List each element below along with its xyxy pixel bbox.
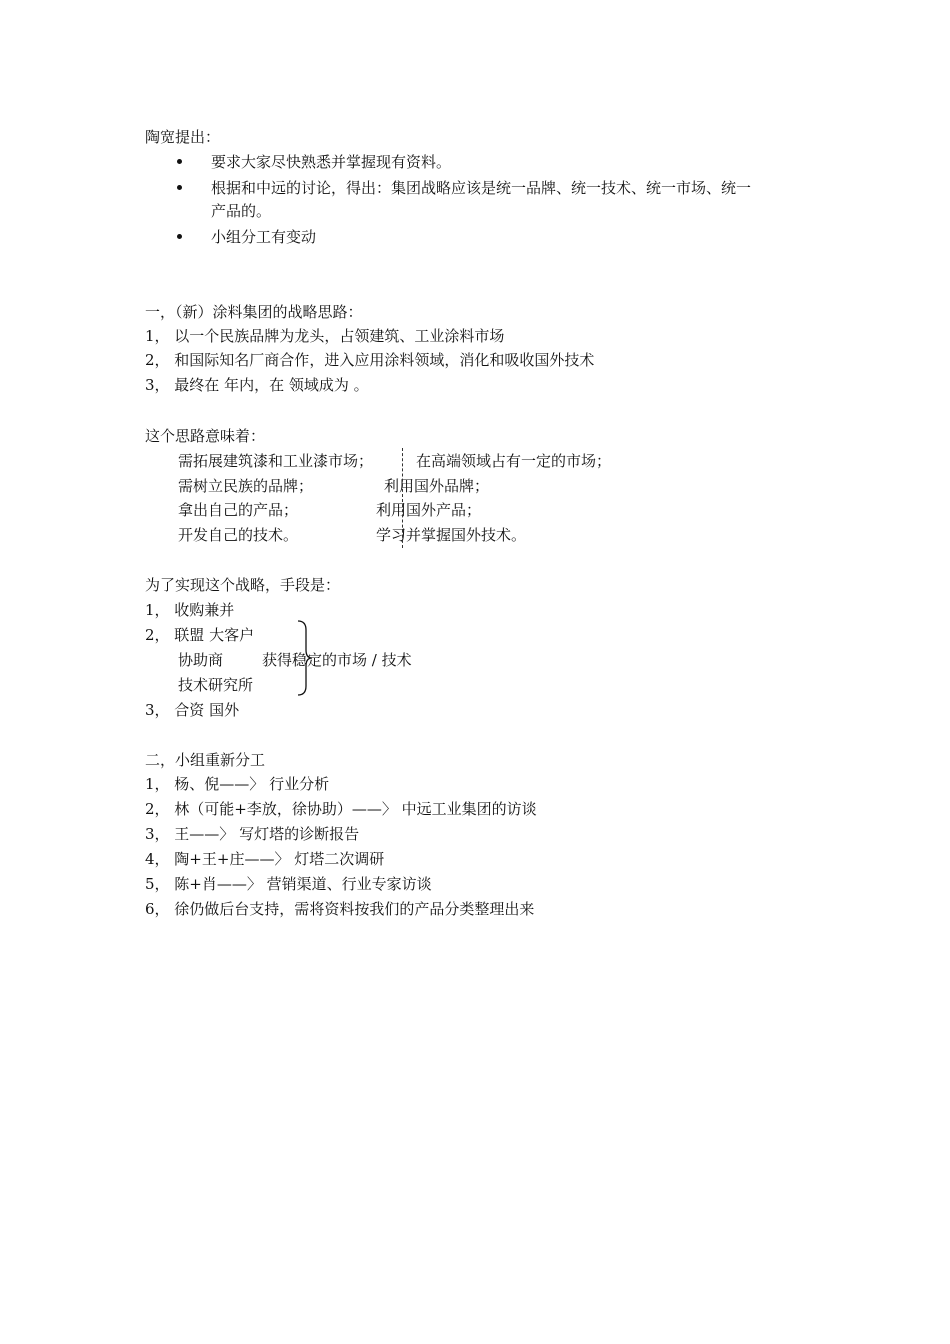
- intro-bullet-1: 要求大家尽快熟悉并掌握现有资料。: [211, 153, 452, 171]
- section2-item-3: 3， 王——〉 写灯塔的诊断报告: [145, 825, 360, 843]
- intro-bullet-2-cont: 产品的。: [211, 202, 272, 220]
- intro-bullet-2: 根据和中远的讨论，得出：集团战略应该是统一品牌、统一技术、统一市场、统一: [211, 179, 752, 197]
- meaning-right-4: 学习并掌握国外技术。: [376, 526, 527, 544]
- means-sub-result: 获得稳定的市场 / 技术: [262, 651, 412, 669]
- means-item-2: 2， 联盟 大客户: [145, 626, 255, 644]
- column-divider: [402, 448, 403, 548]
- means-heading: 为了实现这个战略，手段是：: [145, 576, 341, 594]
- means-sub-2: 技术研究所: [178, 676, 254, 694]
- section2-item-5: 5， 陈+肖——〉 营销渠道、行业专家访谈: [145, 875, 432, 893]
- bullet-icon: [177, 234, 182, 239]
- section2-item-4: 4， 陶+王+庄——〉 灯塔二次调研: [145, 850, 385, 868]
- means-sub-1: 协助商: [178, 651, 224, 669]
- meaning-left-2: 需树立民族的品牌；: [178, 477, 314, 495]
- meaning-right-3: 利用国外产品；: [376, 501, 482, 519]
- section1-item-2: 2， 和国际知名厂商合作，进入应用涂料领域，消化和吸收国外技术: [145, 351, 595, 369]
- means-item-1: 1， 收购兼并: [145, 601, 235, 619]
- intro-bullet-3: 小组分工有变动: [211, 228, 317, 246]
- right-brace-icon: [296, 620, 314, 696]
- meaning-right-1: 在高端领域占有一定的市场；: [416, 452, 612, 470]
- means-item-3: 3， 合资 国外: [145, 701, 240, 719]
- section1-heading: 一，（新）涂料集团的战略思路：: [145, 303, 363, 321]
- section2-heading: 二，小组重新分工: [145, 751, 266, 769]
- bullet-icon: [177, 159, 182, 164]
- section2-item-1: 1， 杨、倪——〉 行业分析: [145, 775, 330, 793]
- section1-item-1: 1， 以一个民族品牌为龙头，占领建筑、工业涂料市场: [145, 327, 505, 345]
- intro-heading: 陶宽提出：: [145, 128, 221, 146]
- meaning-left-1: 需拓展建筑漆和工业漆市场；: [178, 452, 374, 470]
- section1-item-3: 3， 最终在 年内，在 领域成为 。: [145, 376, 369, 394]
- section2-item-6: 6， 徐仍做后台支持，需将资料按我们的产品分类整理出来: [145, 900, 535, 918]
- section2-item-2: 2， 林（可能+李放，徐协助）——〉 中远工业集团的访谈: [145, 800, 537, 818]
- meaning-left-4: 开发自己的技术。: [178, 526, 299, 544]
- meaning-right-2: 利用国外品牌；: [384, 477, 490, 495]
- meaning-left-3: 拿出自己的产品；: [178, 501, 299, 519]
- bullet-icon: [177, 185, 182, 190]
- meaning-heading: 这个思路意味着：: [145, 427, 266, 445]
